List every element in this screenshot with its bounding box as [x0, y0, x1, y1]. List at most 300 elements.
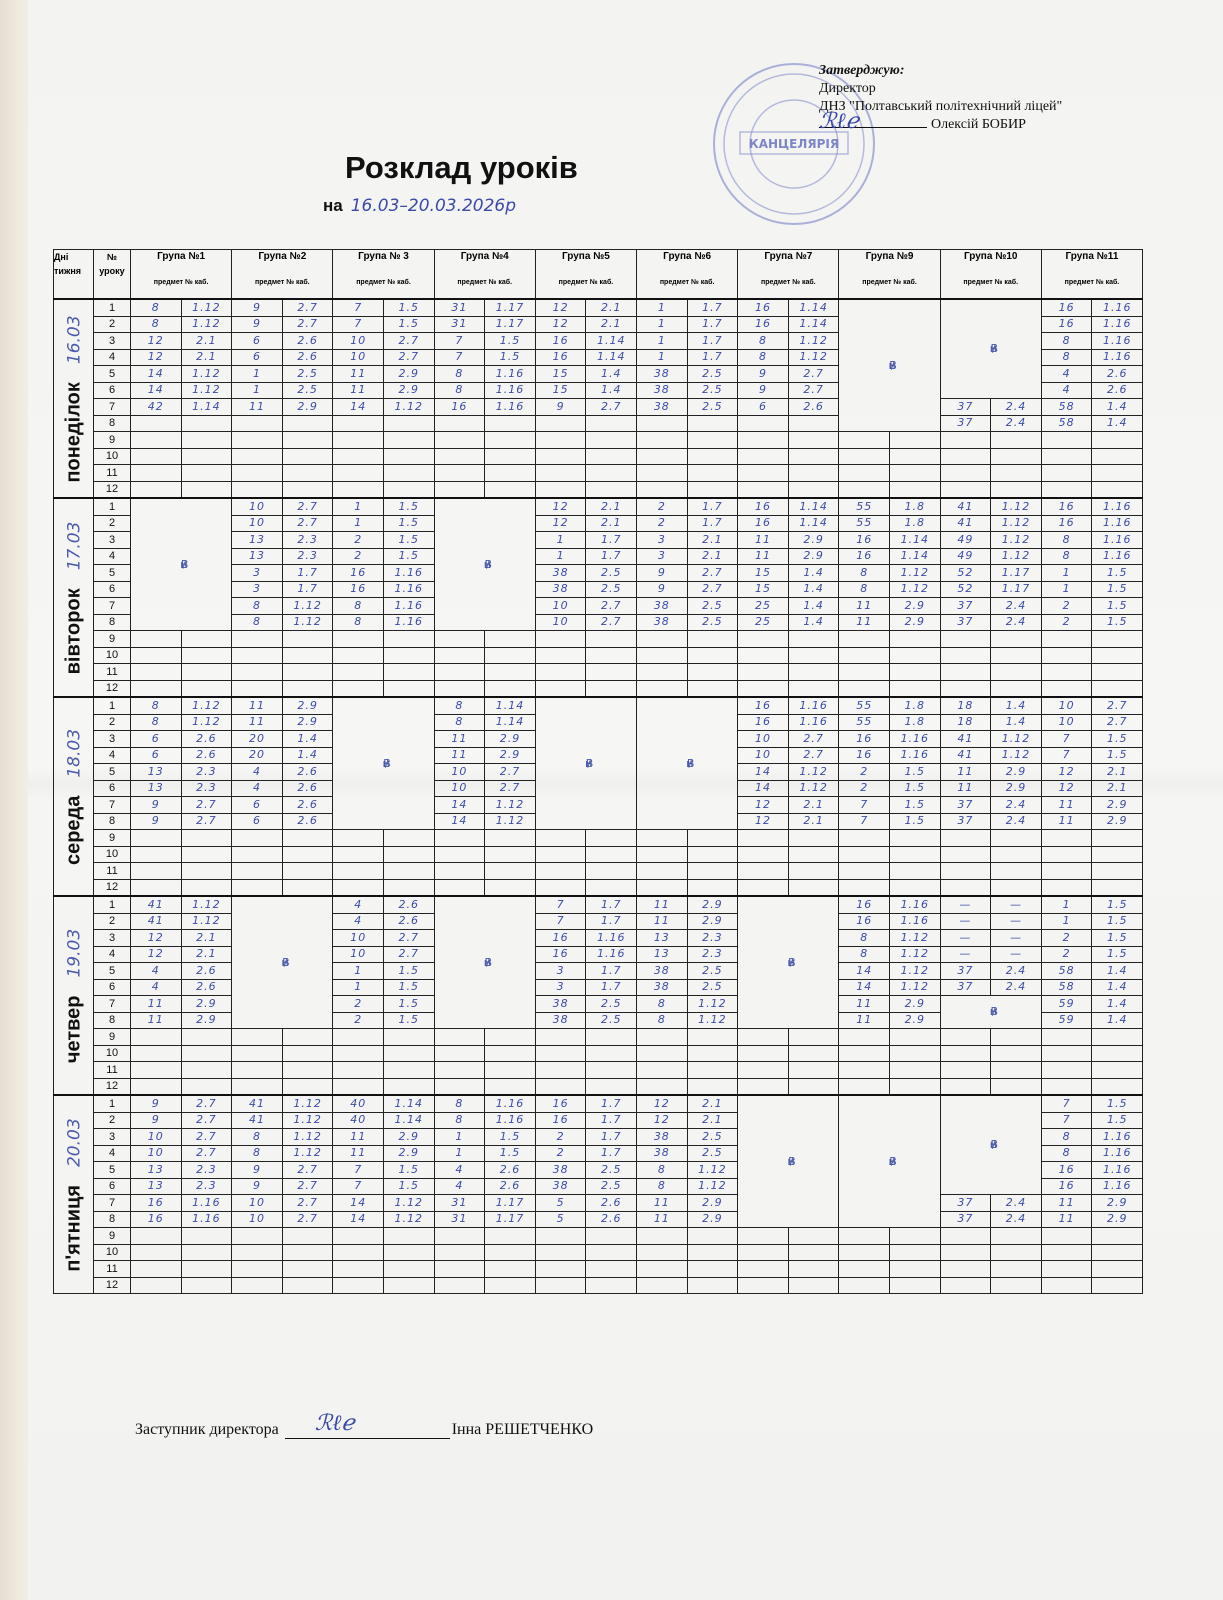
subject-cell: 12 — [1041, 764, 1092, 781]
table-row — [54, 1062, 1143, 1079]
group-subheader: предмет № каб. — [659, 279, 715, 286]
subject-cell: 38 — [535, 1012, 586, 1029]
subject-cell: 8 — [738, 349, 789, 366]
subject-cell — [333, 863, 384, 880]
room-cell: 2.9 — [1092, 1211, 1143, 1228]
room-cell — [890, 1277, 941, 1294]
subject-cell — [434, 647, 485, 664]
room-cell: 1.14 — [788, 316, 839, 333]
subject-cell — [333, 481, 384, 498]
lesson-number: 9 — [94, 631, 131, 648]
subject-cell — [434, 631, 485, 648]
subject-cell — [535, 1029, 586, 1046]
room-cell: 1.17 — [485, 1195, 536, 1212]
subject-cell: 1 — [535, 548, 586, 565]
subject-cell: 4 — [131, 963, 182, 980]
room-cell: 1.16 — [586, 946, 637, 963]
room-cell — [586, 1029, 637, 1046]
subject-cell: 4 — [1041, 366, 1092, 383]
subject-cell — [535, 1244, 586, 1261]
room-cell — [788, 647, 839, 664]
subject-cell — [1041, 1078, 1092, 1095]
subject-cell — [940, 631, 991, 648]
subject-cell — [839, 680, 890, 697]
group-subheader: предмет № каб. — [255, 279, 310, 286]
group-name: Група №4 — [460, 251, 509, 262]
room-cell — [1092, 465, 1143, 482]
room-cell: 1.16 — [1092, 1145, 1143, 1162]
subject-cell — [131, 680, 182, 697]
lesson-number: 9 — [94, 432, 131, 449]
subject-cell: 1 — [333, 963, 384, 980]
room-cell: 1.12 — [788, 780, 839, 797]
room-cell: 1.7 — [586, 1095, 637, 1112]
room-cell — [586, 1228, 637, 1245]
subject-cell — [131, 846, 182, 863]
subject-cell: 16 — [1041, 1162, 1092, 1179]
table-row — [54, 913, 1143, 930]
header-day: Дні тижня — [54, 250, 94, 300]
room-cell: 1.12 — [282, 1129, 333, 1146]
subject-cell: 16 — [535, 349, 586, 366]
room-cell — [1092, 1244, 1143, 1261]
room-cell: 1.5 — [1092, 1112, 1143, 1129]
room-cell: 1.5 — [1092, 930, 1143, 947]
group-subheader: предмет № каб. — [153, 279, 209, 286]
room-cell: 1.5 — [384, 316, 435, 333]
header-group — [535, 250, 636, 300]
subject-cell — [434, 1078, 485, 1095]
subject-cell — [535, 680, 586, 697]
room-cell: 2.1 — [181, 349, 232, 366]
room-cell — [586, 680, 637, 697]
subject-cell — [839, 1062, 890, 1079]
room-cell: 1.7 — [586, 1112, 637, 1129]
subject-cell: 10 — [232, 1211, 283, 1228]
room-cell: 2.9 — [384, 1145, 435, 1162]
table-row — [54, 1045, 1143, 1062]
room-cell: 1.16 — [586, 930, 637, 947]
subject-cell: 38 — [535, 1162, 586, 1179]
room-cell — [890, 1244, 941, 1261]
subject-cell — [333, 647, 384, 664]
subject-cell — [738, 1062, 789, 1079]
room-cell: 2.7 — [282, 515, 333, 532]
room-cell: — — [991, 913, 1042, 930]
room-cell: 1.4 — [1092, 1012, 1143, 1029]
lesson-number: 3 — [94, 1129, 131, 1146]
room-cell: 1.5 — [384, 498, 435, 515]
room-cell: 1.12 — [282, 1145, 333, 1162]
room-cell: 1.16 — [1092, 548, 1143, 565]
room-cell: 2.1 — [687, 532, 738, 549]
room-cell: 2.7 — [384, 349, 435, 366]
room-cell: 1.7 — [687, 299, 738, 316]
day-name: п'ятниця — [62, 1184, 84, 1272]
room-cell: 1.12 — [687, 1012, 738, 1029]
room-cell — [890, 830, 941, 847]
room-cell — [687, 1045, 738, 1062]
subject-cell: 16 — [1041, 515, 1092, 532]
absence-mark: В/н — [940, 996, 1041, 1029]
day-label — [62, 928, 84, 1063]
subject-cell: 2 — [1041, 598, 1092, 615]
room-cell — [991, 1045, 1042, 1062]
room-cell — [485, 879, 536, 896]
subject-cell: 2 — [333, 1012, 384, 1029]
subject-cell: 11 — [637, 913, 688, 930]
room-cell: 2.9 — [788, 532, 839, 549]
room-cell: 2.5 — [687, 399, 738, 416]
subject-cell: 1 — [232, 366, 283, 383]
footer — [135, 1411, 594, 1439]
subject-cell — [434, 448, 485, 465]
room-cell: 1.12 — [991, 747, 1042, 764]
deputy-signature-line — [285, 1411, 450, 1439]
header-group — [839, 250, 940, 300]
room-cell — [991, 647, 1042, 664]
subject-cell: 11 — [333, 1129, 384, 1146]
subject-cell: 8 — [1041, 548, 1092, 565]
subject-cell — [434, 1277, 485, 1294]
lesson-number: 5 — [94, 963, 131, 980]
group-name: Група № 3 — [358, 251, 409, 262]
room-cell: 1.4 — [1092, 399, 1143, 416]
group-name: Група №10 — [963, 251, 1018, 262]
subject-cell — [738, 647, 789, 664]
lesson-number: 12 — [94, 1078, 131, 1095]
room-cell: 2.7 — [788, 382, 839, 399]
room-cell: 1.16 — [1092, 333, 1143, 350]
room-cell: 2.4 — [991, 598, 1042, 615]
room-cell: 2.6 — [384, 896, 435, 913]
subject-cell: 31 — [434, 299, 485, 316]
subject-cell — [434, 879, 485, 896]
subject-cell — [232, 1045, 283, 1062]
room-cell — [890, 448, 941, 465]
room-cell — [384, 1228, 435, 1245]
room-cell — [586, 1244, 637, 1261]
subject-cell — [333, 1062, 384, 1079]
subject-cell: 7 — [1041, 1095, 1092, 1112]
subject-cell — [940, 664, 991, 681]
room-cell: 2.6 — [181, 963, 232, 980]
room-cell: 2.4 — [991, 614, 1042, 631]
subject-cell — [333, 1244, 384, 1261]
subject-cell: 11 — [232, 697, 283, 714]
room-cell: 2.4 — [991, 813, 1042, 830]
room-cell — [586, 448, 637, 465]
room-cell — [384, 481, 435, 498]
lesson-number: 6 — [94, 979, 131, 996]
subject-cell: 4 — [333, 913, 384, 930]
room-cell — [181, 647, 232, 664]
subject-cell — [940, 647, 991, 664]
room-cell: 1.5 — [890, 797, 941, 814]
room-cell — [991, 448, 1042, 465]
table-row — [54, 415, 1143, 432]
room-cell — [384, 647, 435, 664]
room-cell — [890, 680, 941, 697]
subject-cell: 11 — [1041, 813, 1092, 830]
absence-mark: В/н — [940, 299, 1041, 399]
room-cell — [485, 432, 536, 449]
room-cell: 2.7 — [788, 747, 839, 764]
subject-cell — [738, 415, 789, 432]
subject-cell: 37 — [940, 1211, 991, 1228]
room-cell: 1.7 — [586, 548, 637, 565]
subject-cell — [637, 631, 688, 648]
room-cell: 2.7 — [687, 581, 738, 598]
lesson-number: 7 — [94, 598, 131, 615]
subject-cell: 7 — [535, 913, 586, 930]
room-cell: 2.9 — [687, 1211, 738, 1228]
subject-cell — [940, 1277, 991, 1294]
subject-cell: 12 — [535, 515, 586, 532]
subject-cell — [535, 1228, 586, 1245]
subject-cell: 59 — [1041, 996, 1092, 1013]
room-cell: 1.12 — [384, 399, 435, 416]
room-cell: 1.5 — [384, 1162, 435, 1179]
subject-cell — [1041, 1062, 1092, 1079]
subject-cell: 52 — [940, 565, 991, 582]
table-row — [54, 1228, 1143, 1245]
room-cell — [1092, 1045, 1143, 1062]
room-cell: 1.12 — [282, 598, 333, 615]
room-cell: 1.14 — [788, 299, 839, 316]
subject-cell: 11 — [738, 532, 789, 549]
subject-cell: 2 — [333, 996, 384, 1013]
subject-cell: 9 — [738, 382, 789, 399]
room-cell: 1.5 — [1092, 731, 1143, 748]
room-cell: 1.14 — [485, 697, 536, 714]
room-cell: 1.12 — [282, 1095, 333, 1112]
subject-cell: 7 — [333, 316, 384, 333]
subject-cell: 4 — [333, 896, 384, 913]
room-cell: 2.9 — [282, 714, 333, 731]
room-cell: 1.7 — [586, 963, 637, 980]
room-cell: 2.6 — [384, 913, 435, 930]
subject-cell — [1041, 481, 1092, 498]
subject-cell — [535, 631, 586, 648]
room-cell — [890, 465, 941, 482]
subject-cell — [232, 1277, 283, 1294]
room-cell — [384, 1062, 435, 1079]
subject-cell: 8 — [232, 1129, 283, 1146]
room-cell: 1.8 — [890, 697, 941, 714]
subject-cell: 16 — [535, 333, 586, 350]
day-date: 20.03 — [64, 1117, 84, 1167]
day-date: 16.03 — [64, 314, 84, 364]
room-cell: 2.9 — [687, 1195, 738, 1212]
subject-cell: 16 — [738, 515, 789, 532]
room-cell: 2.4 — [991, 1195, 1042, 1212]
room-cell — [384, 465, 435, 482]
lesson-number: 2 — [94, 316, 131, 333]
room-cell: 1.8 — [890, 498, 941, 515]
room-cell — [991, 432, 1042, 449]
room-cell: 1.16 — [890, 913, 941, 930]
lesson-number: 1 — [94, 299, 131, 316]
table-row — [54, 664, 1143, 681]
subject-cell — [232, 1062, 283, 1079]
subject-cell — [434, 481, 485, 498]
room-cell: 2.7 — [485, 764, 536, 781]
subject-cell: 7 — [333, 1162, 384, 1179]
room-cell: 2.4 — [991, 415, 1042, 432]
subject-cell: 16 — [839, 548, 890, 565]
room-cell — [991, 631, 1042, 648]
subject-cell: 11 — [232, 714, 283, 731]
room-cell: 1.12 — [890, 963, 941, 980]
room-cell — [687, 631, 738, 648]
room-cell — [788, 1078, 839, 1095]
room-cell — [384, 830, 435, 847]
room-cell: 1.16 — [485, 382, 536, 399]
subject-cell: 15 — [738, 581, 789, 598]
absence-mark: В/н — [637, 697, 738, 830]
subject-cell: 8 — [1041, 1129, 1092, 1146]
subject-cell — [434, 863, 485, 880]
room-cell — [181, 1244, 232, 1261]
subject-cell — [1041, 846, 1092, 863]
subject-cell: 58 — [1041, 963, 1092, 980]
room-cell: 1.5 — [1092, 565, 1143, 582]
subject-cell: 13 — [131, 1178, 182, 1195]
room-cell — [485, 1062, 536, 1079]
subject-cell: 38 — [637, 979, 688, 996]
room-cell: 2.7 — [181, 813, 232, 830]
lesson-number: 3 — [94, 333, 131, 350]
room-cell: 2.7 — [384, 333, 435, 350]
room-cell: 2.1 — [181, 946, 232, 963]
subject-cell — [839, 1261, 890, 1278]
room-cell — [788, 1045, 839, 1062]
subject-cell: 10 — [434, 764, 485, 781]
subject-cell: 2 — [1041, 930, 1092, 947]
subject-cell: 10 — [333, 930, 384, 947]
lesson-number: 10 — [94, 1244, 131, 1261]
subject-cell — [637, 680, 688, 697]
group-subheader: предмет № каб. — [761, 279, 816, 286]
subject-cell: 11 — [1041, 1195, 1092, 1212]
room-cell — [282, 1244, 333, 1261]
table-row — [54, 498, 1143, 515]
subject-cell — [637, 1078, 688, 1095]
lesson-number: 4 — [94, 349, 131, 366]
room-cell — [282, 1062, 333, 1079]
subject-cell: 8 — [637, 996, 688, 1013]
subject-cell: 4 — [1041, 382, 1092, 399]
room-cell — [384, 1029, 435, 1046]
subject-cell — [1041, 879, 1092, 896]
subject-cell: 16 — [131, 1195, 182, 1212]
room-cell — [788, 830, 839, 847]
subject-cell: 3 — [232, 565, 283, 582]
subject-cell: 16 — [839, 896, 890, 913]
subject-cell: 10 — [333, 349, 384, 366]
room-cell — [384, 1277, 435, 1294]
subject-cell: 9 — [637, 581, 688, 598]
room-cell — [586, 631, 637, 648]
subject-cell: 16 — [131, 1211, 182, 1228]
subject-cell — [535, 481, 586, 498]
subject-cell — [940, 1228, 991, 1245]
lesson-number: 4 — [94, 747, 131, 764]
subject-cell — [434, 1261, 485, 1278]
room-cell: 2.9 — [384, 382, 435, 399]
room-cell — [687, 830, 738, 847]
room-cell: 1.12 — [181, 299, 232, 316]
room-cell: 1.12 — [890, 565, 941, 582]
room-cell: 2.5 — [586, 996, 637, 1013]
subject-cell: 2 — [839, 780, 890, 797]
lesson-number: 1 — [94, 896, 131, 913]
room-cell — [1092, 1029, 1143, 1046]
subject-cell: 6 — [232, 797, 283, 814]
subject-cell: 2 — [839, 764, 890, 781]
lesson-number: 6 — [94, 1178, 131, 1195]
room-cell — [1092, 1078, 1143, 1095]
room-cell: 1.5 — [1092, 614, 1143, 631]
room-cell: 2.4 — [991, 399, 1042, 416]
subject-cell — [1041, 1045, 1092, 1062]
room-cell: 1.7 — [687, 333, 738, 350]
lesson-number: 11 — [94, 1062, 131, 1079]
day-date: 19.03 — [64, 928, 84, 978]
subject-cell — [940, 432, 991, 449]
subject-cell — [637, 415, 688, 432]
room-cell: 2.5 — [586, 565, 637, 582]
lesson-number: 4 — [94, 946, 131, 963]
day-date: 18.03 — [64, 728, 84, 778]
table-row — [54, 647, 1143, 664]
group-subheader: предмет № каб. — [457, 279, 513, 286]
subject-cell — [738, 830, 789, 847]
subject-cell — [131, 465, 182, 482]
room-cell: 1.16 — [485, 399, 536, 416]
subject-cell: 10 — [232, 498, 283, 515]
subject-cell: 10 — [333, 946, 384, 963]
subject-cell — [232, 879, 283, 896]
room-cell: 1.7 — [586, 913, 637, 930]
room-cell — [586, 830, 637, 847]
room-cell: 1.14 — [485, 714, 536, 731]
day-name: понеділок — [62, 381, 84, 483]
approval-name: Олексій БОБИР — [931, 117, 1026, 132]
room-cell — [282, 1045, 333, 1062]
room-cell — [890, 1029, 941, 1046]
room-cell — [282, 1078, 333, 1095]
subject-cell: 16 — [535, 946, 586, 963]
subject-cell — [131, 432, 182, 449]
room-cell: 1.5 — [890, 780, 941, 797]
room-cell — [991, 846, 1042, 863]
room-cell — [485, 631, 536, 648]
approval-org: ДНЗ "Полтавський політехнічний ліцей" — [819, 99, 1063, 114]
room-cell — [586, 465, 637, 482]
room-cell: 2.3 — [687, 946, 738, 963]
subject-cell: 16 — [535, 1112, 586, 1129]
table-row — [54, 930, 1143, 947]
subject-cell — [131, 647, 182, 664]
room-cell — [586, 647, 637, 664]
room-cell — [181, 415, 232, 432]
day-name: вівторок — [62, 587, 84, 674]
room-cell — [687, 1029, 738, 1046]
room-cell — [384, 846, 435, 863]
room-cell: 2.9 — [1092, 1195, 1143, 1212]
